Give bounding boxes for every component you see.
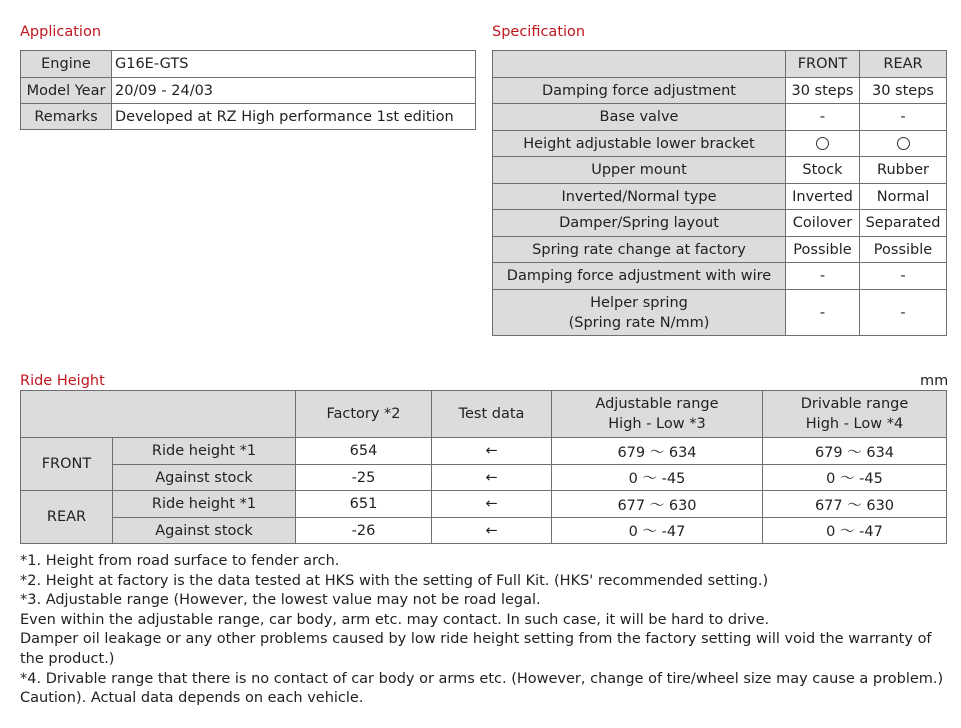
table-row <box>493 78 947 104</box>
specification-table <box>492 50 947 336</box>
spec-front-value: - <box>786 290 860 336</box>
factory-value: -26 <box>296 518 432 544</box>
engine-label: Engine <box>21 51 112 78</box>
spec-rear-value: Rubber <box>860 157 947 184</box>
spec-row-label <box>493 290 786 336</box>
application-table <box>20 50 476 130</box>
table-row <box>493 104 947 131</box>
specification-title: Specification <box>492 24 586 40</box>
spec-row-label: Upper mount <box>493 157 786 184</box>
table-row <box>493 210 947 237</box>
spec-row-label: Inverted/Normal type <box>493 184 786 210</box>
spec-row-label: Spring rate change at factory <box>493 237 786 263</box>
spec-front-value: Stock <box>786 157 860 184</box>
table-row <box>21 465 947 491</box>
drivable-high-low-label: High - Low *4 <box>805 416 904 432</box>
factory-value: 654 <box>296 438 432 465</box>
drivable-value: 0 ～ -47 <box>763 518 947 544</box>
spec-row-label: Damping force adjustment with wire <box>493 263 786 290</box>
spec-front-value: Possible <box>786 237 860 263</box>
helper-spring-unit-label: (Spring rate N/mm) <box>568 314 710 331</box>
ride-header-blank <box>21 391 296 438</box>
ride-row-label: Ride height *1 <box>113 491 296 518</box>
test-data-arrow: ← <box>432 518 552 544</box>
remarks-label: Remarks <box>21 104 112 130</box>
footnote: *4. Drivable range that there is no contact of car body or arms etc. (However, change of tire/wheel size may cause a problem.) Caution). Actual data depends on each vehicle. <box>20 670 944 707</box>
spec-rear-value: Separated <box>860 210 947 237</box>
drivable-range-label: Drivable range <box>800 396 909 412</box>
footnotes <box>20 552 945 709</box>
table-row <box>21 518 947 544</box>
spec-front-value: Coilover <box>786 210 860 237</box>
footnote: Damper oil leakage or any other problems caused by low ride height setting from the factory setting will void the warranty of the product.) <box>20 631 932 667</box>
footnote: *1. Height from road surface to fender arch. <box>20 553 340 569</box>
table-row <box>493 184 947 210</box>
model-year-value: 20/09 - 24/03 <box>112 78 476 104</box>
adjustable-value: 0 ～ -45 <box>552 465 763 491</box>
table-row <box>493 157 947 184</box>
spec-front-value: - <box>786 263 860 290</box>
adjustable-range-label: Adjustable range <box>595 396 719 412</box>
table-row <box>493 290 947 336</box>
spec-rear-value: Normal <box>860 184 947 210</box>
rear-group-label: REAR <box>21 491 113 544</box>
table-row <box>21 491 947 518</box>
spec-header-blank <box>493 51 786 78</box>
drivable-value: 677 ～ 630 <box>763 491 947 518</box>
engine-value: G16E-GTS <box>112 51 476 78</box>
test-data-arrow: ← <box>432 465 552 491</box>
drivable-value: 0 ～ -45 <box>763 465 947 491</box>
circle-icon <box>897 137 910 150</box>
model-year-label: Model Year <box>21 78 112 104</box>
spec-rear-value: Possible <box>860 237 947 263</box>
adjustable-value: 0 ～ -47 <box>552 518 763 544</box>
drivable-value: 679 ～ 634 <box>763 438 947 465</box>
spec-front-value: - <box>786 104 860 131</box>
spec-row-label: Base valve <box>493 104 786 131</box>
spec-row-label: Height adjustable lower bracket <box>493 131 786 157</box>
spec-row-label: Damper/Spring layout <box>493 210 786 237</box>
spec-front-value <box>786 131 860 157</box>
table-row <box>493 51 947 78</box>
spec-front-value: Inverted <box>786 184 860 210</box>
footnote: *3. Adjustable range (However, the lowest value may not be road legal. <box>20 592 541 609</box>
spec-rear-value: 30 steps <box>860 78 947 104</box>
adjustable-value: 677 ～ 630 <box>552 491 763 518</box>
table-row <box>21 438 947 465</box>
table-row <box>493 263 947 290</box>
spec-header-rear: REAR <box>860 51 947 78</box>
table-row <box>21 104 476 130</box>
ride-height-title: Ride Height <box>20 373 105 389</box>
ride-header-drivable <box>763 391 947 438</box>
unit-label: mm <box>920 373 949 389</box>
footnote: Even within the adjustable range, car body, arm etc. may contact. In such case, it will be hard to drive. <box>20 611 770 628</box>
table-row <box>21 78 476 104</box>
spec-row-label: Damping force adjustment <box>493 78 786 104</box>
ride-row-label: Ride height *1 <box>113 438 296 465</box>
table-row <box>21 51 476 78</box>
ride-header-test: Test data <box>432 391 552 438</box>
spec-rear-value: - <box>860 290 947 336</box>
table-row <box>493 131 947 157</box>
spec-header-front: FRONT <box>786 51 860 78</box>
table-row <box>21 391 947 438</box>
factory-value: -25 <box>296 465 432 491</box>
circle-icon <box>816 137 829 150</box>
spec-rear-value: - <box>860 104 947 131</box>
factory-value: 651 <box>296 491 432 518</box>
helper-spring-label: Helper spring <box>590 294 688 311</box>
spec-rear-value <box>860 131 947 157</box>
remarks-value: Developed at RZ High performance 1st edition <box>112 104 476 130</box>
ride-header-adjustable <box>552 391 763 438</box>
ride-header-factory: Factory *2 <box>296 391 432 438</box>
application-title: Application <box>20 24 102 40</box>
ride-height-table <box>20 390 947 544</box>
test-data-arrow: ← <box>432 438 552 465</box>
front-group-label: FRONT <box>21 438 113 491</box>
ride-row-label: Against stock <box>113 465 296 491</box>
adjustable-value: 679 ～ 634 <box>552 438 763 465</box>
spec-front-value: 30 steps <box>786 78 860 104</box>
table-row <box>493 237 947 263</box>
adjustable-high-low-label: High - Low *3 <box>608 416 706 432</box>
spec-rear-value: - <box>860 263 947 290</box>
test-data-arrow: ← <box>432 491 552 518</box>
footnote: *2. Height at factory is the data tested at HKS with the setting of Full Kit. (HKS' recommended setting.) <box>20 572 769 589</box>
ride-row-label: Against stock <box>113 518 296 544</box>
